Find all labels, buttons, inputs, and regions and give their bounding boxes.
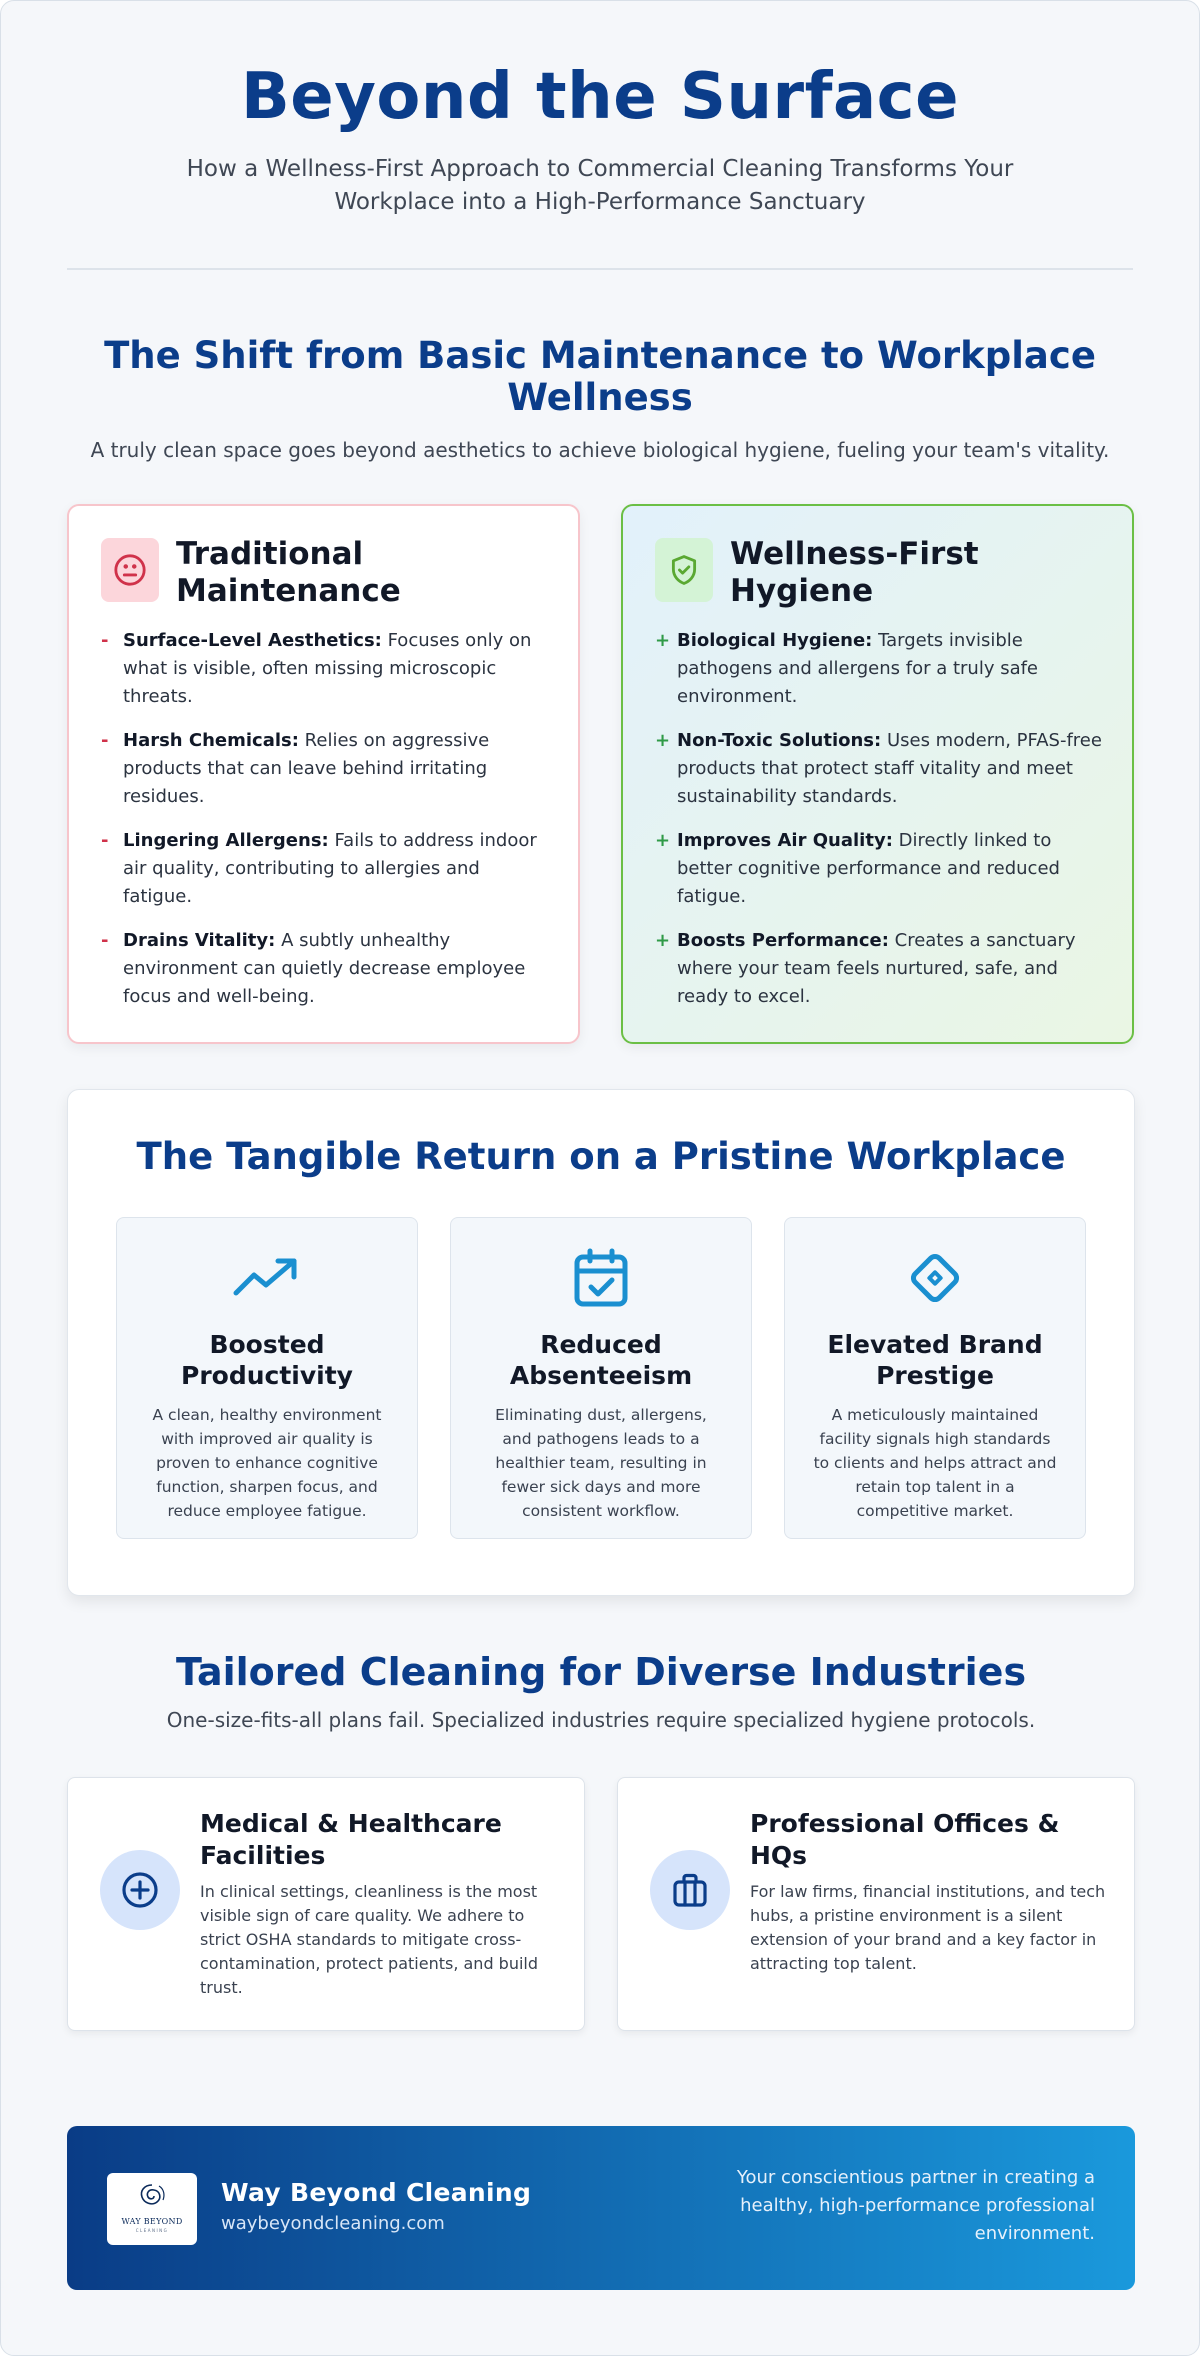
industry-card-medical <box>67 1777 585 2031</box>
benefit-card-productivity <box>116 1217 418 1539</box>
brand-block <box>221 2178 531 2234</box>
industry-description: For law firms, financial institutions, and tech hubs, a pristine environment is a silent extension of your brand and a key factor in attracting top talent. <box>750 1882 1106 1973</box>
list-item <box>101 827 548 911</box>
swirl-logo-icon <box>135 2181 169 2211</box>
wellness-card-title: Wellness-First Hygiene <box>730 536 979 609</box>
list-item <box>655 627 1102 711</box>
item-label: Non-Toxic Solutions: <box>677 730 882 752</box>
roi-section-title: The Tangible Return on a Pristine Workplace <box>136 1135 1066 1178</box>
item-text: Relies on aggressive products that can leave behind irritating residues. <box>123 730 490 808</box>
header-divider <box>67 268 1133 270</box>
industry-description: In clinical settings, cleanliness is the most visible sign of care quality. We adhere to strict OSHA standards to mitigate cross-contamination, protect patients, and build trust. <box>200 1882 539 1997</box>
item-label: Boosts Performance: <box>677 930 889 952</box>
benefit-cards <box>68 1217 1134 1539</box>
benefit-title: Boosted Productivity <box>181 1330 353 1390</box>
minus-marker: - <box>101 930 109 952</box>
brand-name: Way Beyond Cleaning <box>221 2178 532 2207</box>
traditional-maintenance-card <box>67 504 580 1044</box>
roi-section <box>67 1089 1135 1596</box>
item-text: Uses modern, PFAS-free products that protect staff vitality and meet sustainability standards. <box>677 730 1102 808</box>
shield-check-icon <box>655 538 713 602</box>
list-item <box>655 927 1102 1011</box>
briefcase-icon <box>650 1850 730 1930</box>
traditional-list <box>101 627 548 1011</box>
industries-section <box>67 1650 1135 1997</box>
minus-marker: - <box>101 630 109 652</box>
industry-card-offices <box>617 1777 1135 2031</box>
item-label: Biological Hygiene: <box>677 630 873 652</box>
benefit-description: A meticulously maintained facility signals high standards to clients and helps attract and retain top talent in a competitive market. <box>813 1406 1057 1521</box>
brand-url: waybeyondcleaning.com <box>221 2213 445 2234</box>
company-logo <box>107 2173 197 2245</box>
logo-text: WAY BEYOND <box>121 2217 183 2226</box>
minus-marker: - <box>101 830 109 852</box>
item-label: Drains Vitality: <box>123 930 276 952</box>
benefit-description: Eliminating dust, allergens, and pathogens leads to a healthier team, resulting in fewer sick days and more consistent workflow. <box>495 1406 707 1521</box>
list-item <box>101 727 548 811</box>
item-label: Surface-Level Aesthetics: <box>123 630 382 652</box>
plus-marker: + <box>655 930 671 952</box>
list-item <box>655 727 1102 811</box>
brand-tagline: Your conscientious partner in creating a healthy, high-performance professional environment. <box>736 2167 1095 2244</box>
industry-title: Medical & Healthcare Facilities <box>200 1809 502 1870</box>
traditional-card-title: Traditional Maintenance <box>176 536 401 609</box>
shift-section-title: The Shift from Basic Maintenance to Workplace Wellness <box>104 334 1096 419</box>
item-text: Targets invisible pathogens and allergens for a truly safe environment. <box>677 630 1039 708</box>
industries-section-intro: One-size-fits-all plans fail. Specialized industries require specialized hygiene protocols. <box>166 1707 1036 1732</box>
benefit-title: Reduced Absenteeism <box>509 1330 693 1390</box>
list-item <box>101 627 548 711</box>
list-item <box>101 927 548 1011</box>
list-item <box>655 827 1102 911</box>
benefit-title: Elevated Brand Prestige <box>827 1330 1043 1390</box>
item-label: Improves Air Quality: <box>677 830 893 852</box>
item-text: A subtly unhealthy environment can quietly decrease employee focus and well-being. <box>123 930 526 1008</box>
page-title: Beyond the Surface <box>241 60 959 134</box>
item-text: Focuses only on what is visible, often missing microscopic threats. <box>123 630 532 708</box>
benefit-card-absenteeism <box>450 1217 752 1539</box>
plus-marker: + <box>655 830 671 852</box>
calendar-check-icon <box>479 1246 723 1310</box>
brand-footer <box>67 2126 1135 2290</box>
page-subtitle: How a Wellness-First Approach to Commercial Cleaning Transforms Your Workplace into a High-Performance Sanctuary <box>186 155 1014 215</box>
shift-section <box>1 335 1199 1044</box>
wellness-list <box>655 627 1102 1011</box>
item-label: Harsh Chemicals: <box>123 730 299 752</box>
item-text: Fails to address indoor air quality, contributing to allergies and fatigue. <box>123 830 537 908</box>
industries-section-title: Tailored Cleaning for Diverse Industries <box>175 1650 1027 1694</box>
benefit-card-brand-prestige <box>784 1217 1086 1539</box>
diamond-icon <box>813 1246 1057 1310</box>
item-text: Creates a sanctuary where your team feels nurtured, safe, and ready to excel. <box>677 930 1076 1008</box>
wellness-first-card <box>621 504 1134 1044</box>
comparison-cards <box>1 504 1199 1044</box>
item-text: Directly linked to better cognitive performance and reduced fatigue. <box>677 830 1060 908</box>
plus-marker: + <box>655 730 671 752</box>
logo-subtext: CLEANING <box>135 2228 169 2233</box>
medical-plus-icon <box>100 1850 180 1930</box>
minus-marker: - <box>101 730 109 752</box>
frown-face-icon <box>101 538 159 602</box>
page-header <box>1 1 1199 219</box>
trending-up-icon <box>145 1246 389 1310</box>
shift-section-intro: A truly clean space goes beyond aesthetics to achieve biological hygiene, fueling your team's vitality. <box>90 438 1110 463</box>
benefit-description: A clean, healthy environment with improved air quality is proven to enhance cognitive function, sharpen focus, and reduce employee fatigue. <box>152 1406 382 1521</box>
plus-marker: + <box>655 630 671 652</box>
item-label: Lingering Allergens: <box>123 830 329 852</box>
industry-title: Professional Offices & HQs <box>750 1809 1060 1870</box>
